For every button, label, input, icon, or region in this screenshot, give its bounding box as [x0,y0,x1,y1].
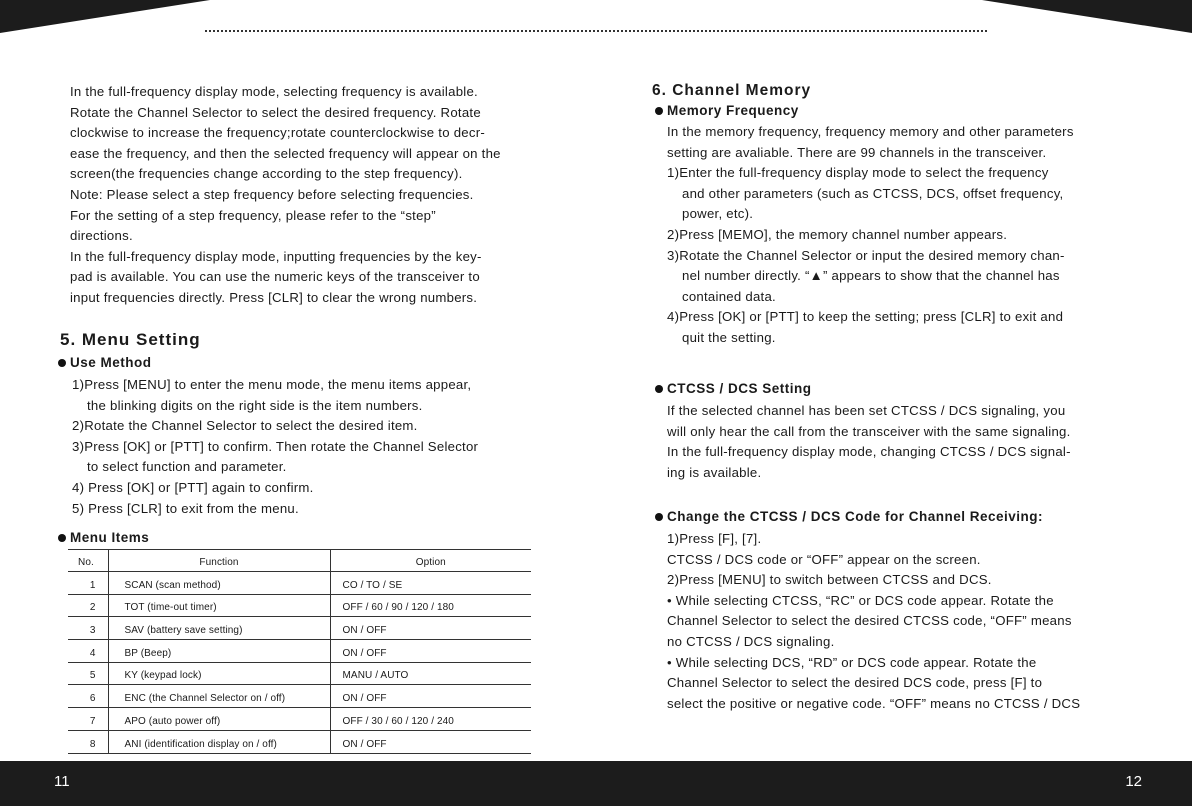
memory-line: power, etc). [682,206,754,222]
memory-line: 2)Press [MEMO], the memory channel number appears. [667,226,1008,242]
bullet-icon [655,513,663,521]
cell-no: 1 [68,572,108,595]
table-header-row [68,550,531,572]
memory-line: 3)Rotate the Channel Selector or input the desired memory chan- [667,247,1065,263]
page-number-left: 11 [54,773,70,790]
change-line: Channel Selector to select the desired CTCSS code, “OFF” means [667,613,1072,629]
bullet-icon [655,385,663,393]
cell-function: ENC (the Channel Selector on / off) [108,685,330,708]
cell-option: MANU / AUTO [330,662,531,685]
header-no: No. [68,550,108,572]
intro-line: In the full-frequency display mode, selecting frequency is available. [70,84,478,99]
intro-line: pad is available. You can use the numeric keys of the transceiver to [70,269,480,285]
cell-no: 8 [68,730,108,753]
table-row [68,617,531,640]
memory-line: setting are avaliable. There are 99 channels in the transceiver. [667,144,1047,160]
intro-line: Note: Please select a step frequency before selecting frequencies. [70,186,474,202]
memory-line: and other parameters (such as CTCSS, DCS, offset frequency, [682,185,1064,201]
cell-no: 7 [68,708,108,731]
ctcss-dcs-setting-heading [655,381,812,396]
header-dotted-rule [205,30,987,32]
use-method-line: 2)Rotate the Channel Selector to select the desired item. [72,418,418,434]
menu-items-table [68,549,531,754]
ctcss-line: If the selected channel has been set CTCSS / DCS signaling, you [667,403,1066,418]
footer-band [0,761,1192,806]
cell-option: OFF / 30 / 60 / 120 / 240 [330,708,531,731]
menu-items-heading [58,530,149,545]
ctcss-line: In the full-frequency display mode, changing CTCSS / DCS signal- [667,444,1071,460]
page-number-right: 12 [1125,773,1142,790]
memory-frequency-heading [655,103,799,118]
cell-function: ANI (identification display on / off) [108,730,330,753]
header-corner-right [982,0,1192,33]
change-code-heading [655,509,1043,524]
intro-line: input frequencies directly. Press [CLR] to clear the wrong numbers. [70,289,478,305]
cell-no: 5 [68,662,108,685]
memory-line: In the memory frequency, frequency memory and other parameters [667,124,1074,139]
cell-function: SAV (battery save setting) [108,617,330,640]
use-method-line: 5) Press [CLR] to exit from the menu. [72,500,299,516]
memory-frequency-heading-text: Memory Frequency [667,103,799,118]
change-line: select the positive or negative code. “OFF” means no CTCSS / DCS [667,695,1081,711]
header-function: Function [108,550,330,572]
table-row [68,730,531,753]
use-method-heading-text: Use Method [70,355,152,370]
table-row [68,685,531,708]
bullet-icon [655,107,663,115]
section-title-menu-setting: 5. Menu Setting [60,330,201,349]
intro-line: screen(the frequencies change according to the step frequency). [70,166,463,182]
cell-no: 6 [68,685,108,708]
cell-option: ON / OFF [330,617,531,640]
memory-line: 4)Press [OK] or [PTT] to keep the setting; press [CLR] to exit and [667,309,1064,325]
cell-function: SCAN (scan method) [108,572,330,595]
change-line: • While selecting DCS, “RD” or DCS code appear. Rotate the [667,654,1037,670]
ctcss-dcs-setting-body [667,401,1071,483]
cell-function: KY (keypad lock) [108,662,330,685]
table-row [68,708,531,731]
section-title-channel-memory: 6. Channel Memory [652,82,812,99]
table-row [68,640,531,663]
header-option: Option [330,550,531,572]
ctcss-line: ing is available. [667,464,762,480]
use-method-heading [58,355,152,370]
ctcss-dcs-setting-heading-text: CTCSS / DCS Setting [667,381,812,396]
header-corner-left [0,0,210,33]
change-code-heading-text: Change the CTCSS / DCS Code for Channel Receiving: [667,509,1044,524]
change-line: CTCSS / DCS code or “OFF” appear on the screen. [667,551,981,567]
cell-option: CO / TO / SE [330,572,531,595]
memory-line: contained data. [682,288,776,304]
header-band [0,0,1192,33]
change-line: no CTCSS / DCS signaling. [667,633,835,649]
intro-line: directions. [70,228,133,244]
use-method-line: the blinking digits on the right side is the item numbers. [87,397,423,413]
intro-line: clockwise to increase the frequency;rotate counterclockwise to decr- [70,125,486,141]
intro-line: Rotate the Channel Selector to select the desired frequency. Rotate [70,104,481,120]
change-line: 1)Press [F], [7]. [667,531,762,546]
change-line: Channel Selector to select the desired DCS code, press [F] to [667,675,1043,691]
bullet-icon [58,534,66,542]
cell-function: TOT (time-out timer) [108,594,330,617]
use-method-line: 4) Press [OK] or [PTT] again to confirm. [72,479,314,495]
cell-function: BP (Beep) [108,640,330,663]
table-row [68,662,531,685]
change-line: 2)Press [MENU] to switch between CTCSS and DCS. [667,572,992,588]
use-method-line: 1)Press [MENU] to enter the menu mode, the menu items appear, [72,377,472,392]
menu-items-heading-text: Menu Items [70,530,150,545]
table-row [68,572,531,595]
use-method-line: to select function and parameter. [87,459,287,475]
intro-line: In the full-frequency display mode, inputting frequencies by the key- [70,248,482,264]
ctcss-line: will only hear the call from the transceiver with the same signaling. [667,423,1071,439]
cell-option: ON / OFF [330,640,531,663]
cell-no: 2 [68,594,108,617]
change-line: • While selecting CTCSS, “RC” or DCS code appear. Rotate the [667,592,1054,608]
cell-no: 4 [68,640,108,663]
cell-option: ON / OFF [330,730,531,753]
cell-no: 3 [68,617,108,640]
memory-line: quit the setting. [682,329,776,345]
intro-line: ease the frequency, and then the selected frequency will appear on the [70,145,501,161]
memory-line: 1)Enter the full-frequency display mode to select the frequency [667,165,1049,181]
bullet-icon [58,359,66,367]
left-intro-block [70,82,501,309]
cell-option: ON / OFF [330,685,531,708]
cell-function: APO (auto power off) [108,708,330,731]
use-method-line: 3)Press [OK] or [PTT] to confirm. Then rotate the Channel Selector [72,438,479,454]
use-method-steps [58,375,478,519]
change-code-body [667,529,1080,714]
cell-option: OFF / 60 / 90 / 120 / 180 [330,594,531,617]
intro-line: For the setting of a step frequency, please refer to the “step” [70,207,436,223]
table-row [68,594,531,617]
memory-line: nel number directly. “▲” appears to show that the channel has [682,268,1060,284]
memory-frequency-body [653,122,1074,349]
